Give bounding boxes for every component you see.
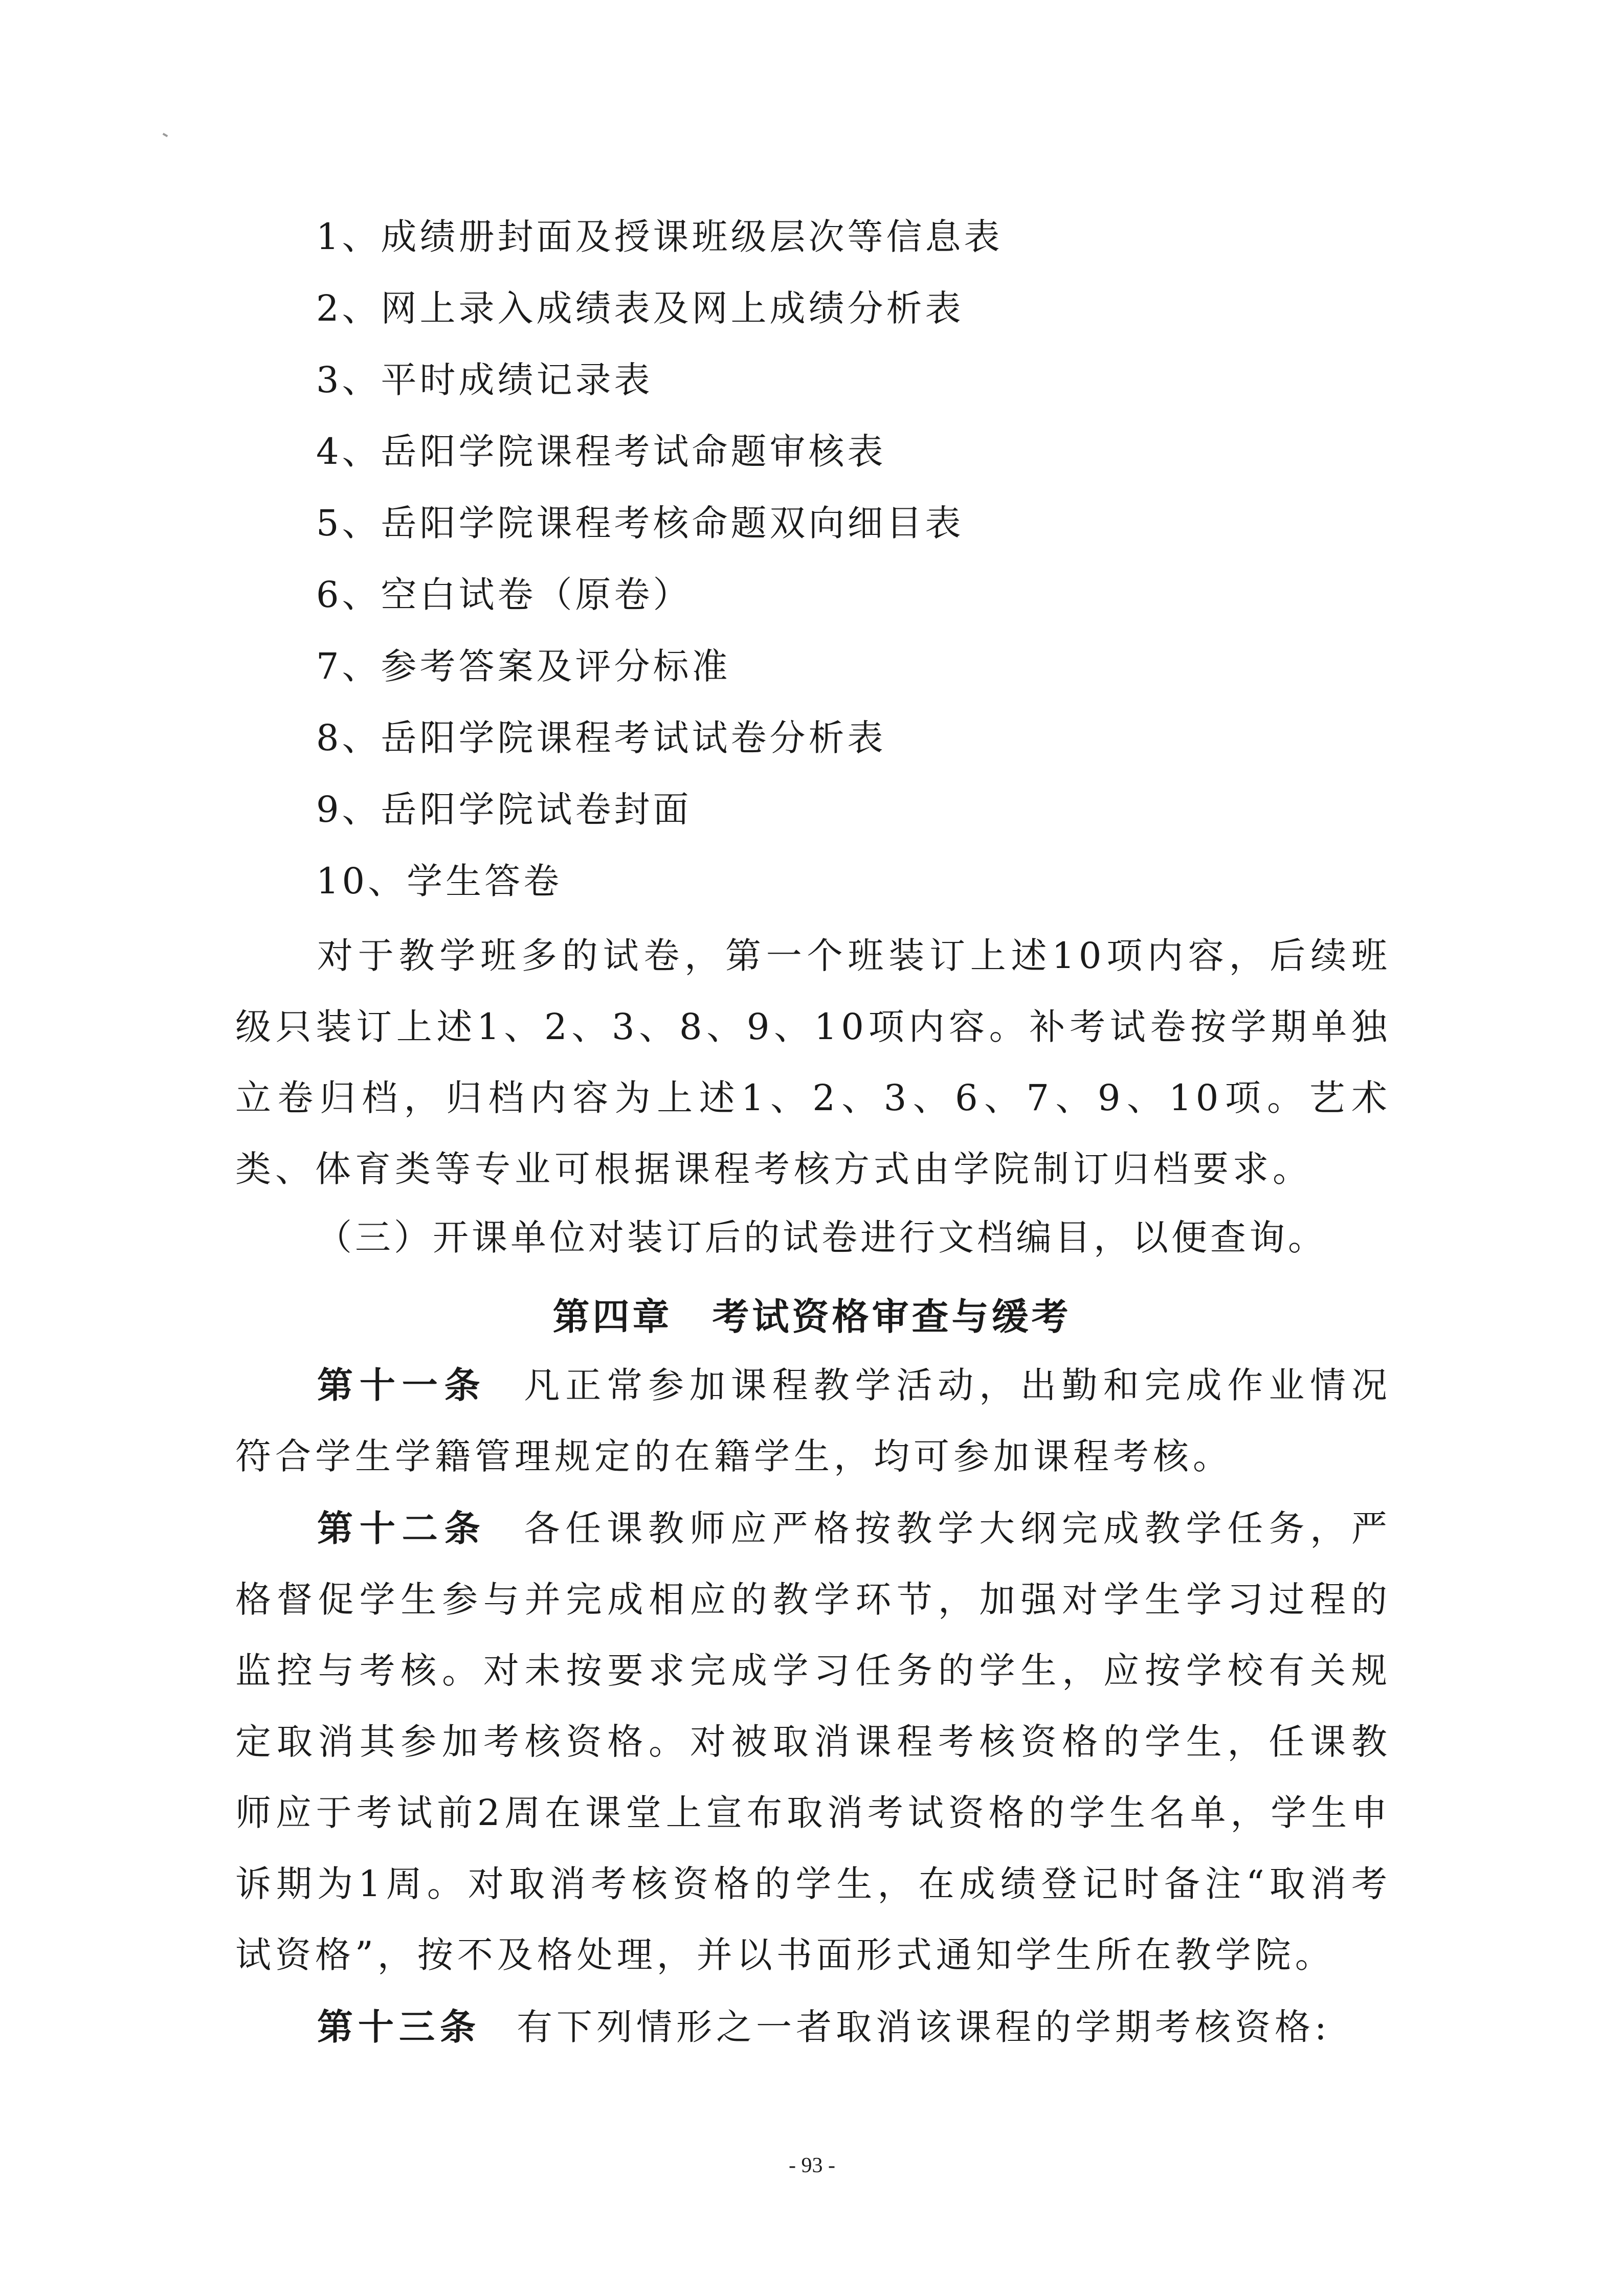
list-item: 3、平时成绩记录表 [316,359,653,401]
list-item: 4、岳阳学院课程考试命题审核表 [316,431,886,472]
list-item: 2、网上录入成绩表及网上成绩分析表 [316,287,964,329]
item-three-paragraph: （三）开课单位对装订后的试卷进行文档编目，以便查询。 [316,1217,1327,1258]
list-item: 6、空白试卷（原卷） [316,574,692,616]
article-label: 第十三条 [317,2006,481,2048]
binding-paragraph: 对于教学班多的试卷，第一个班装订上述10项内容，后续班级只装订上述1、2、3、8、9、10项内容。补考试卷按学期单独立卷归档，归档内容为上述1、2、3、6、7、9、10项。艺术类、体育类等专业可根据课程考核方式由学院制订归档要求。 [235,935,1391,1190]
list-item: 9、岳阳学院试卷封面 [316,789,692,830]
article-label: 第十一条 [317,1364,487,1406]
article-text: 各任课教师应严格按教学大纲完成教学任务，严格督促学生参与并完成相应的教学环节，加强对学生学习过程的监控与考核。对未按要求完成学习任务的学生，应按学校有关规定取消其参加考核资格。对被取消课程考核资格的学生，任课教师应于考试前2周在课堂上宣布取消考试资格的学生名单，学生申诉期为1周。对取消考核资格的学生，在成绩登记时备注“取消考试资格”，按不及格处理，并以书面形式通知学生所在教学院。 [235,1507,1392,1976]
list-item: 8、岳阳学院课程考试试卷分析表 [316,717,886,759]
list-item: 7、参考答案及评分标准 [316,645,731,687]
scan-mark [163,133,168,137]
list-item: 1、成绩册封面及授课班级层次等信息表 [316,216,1003,258]
article-label: 第十二条 [317,1507,487,1549]
list-item: 5、岳阳学院课程考核命题双向细目表 [316,502,964,544]
article-text: 凡正常参加课程教学活动，出勤和完成作业情况符合学生学籍管理规定的在籍学生，均可参加课程考核。 [235,1364,1392,1477]
list-item: 10、学生答卷 [316,860,563,902]
article-eleven [235,1350,1391,1492]
article-text: 有下列情形之一者取消该课程的学期考核资格: [517,2006,1331,2048]
article-twelve [235,1493,1391,1991]
article-thirteen [235,1992,1391,2063]
page-number: - 93 - [789,2154,835,2177]
chapter-title: 第四章 考试资格审查与缓考 [552,1295,1072,1338]
